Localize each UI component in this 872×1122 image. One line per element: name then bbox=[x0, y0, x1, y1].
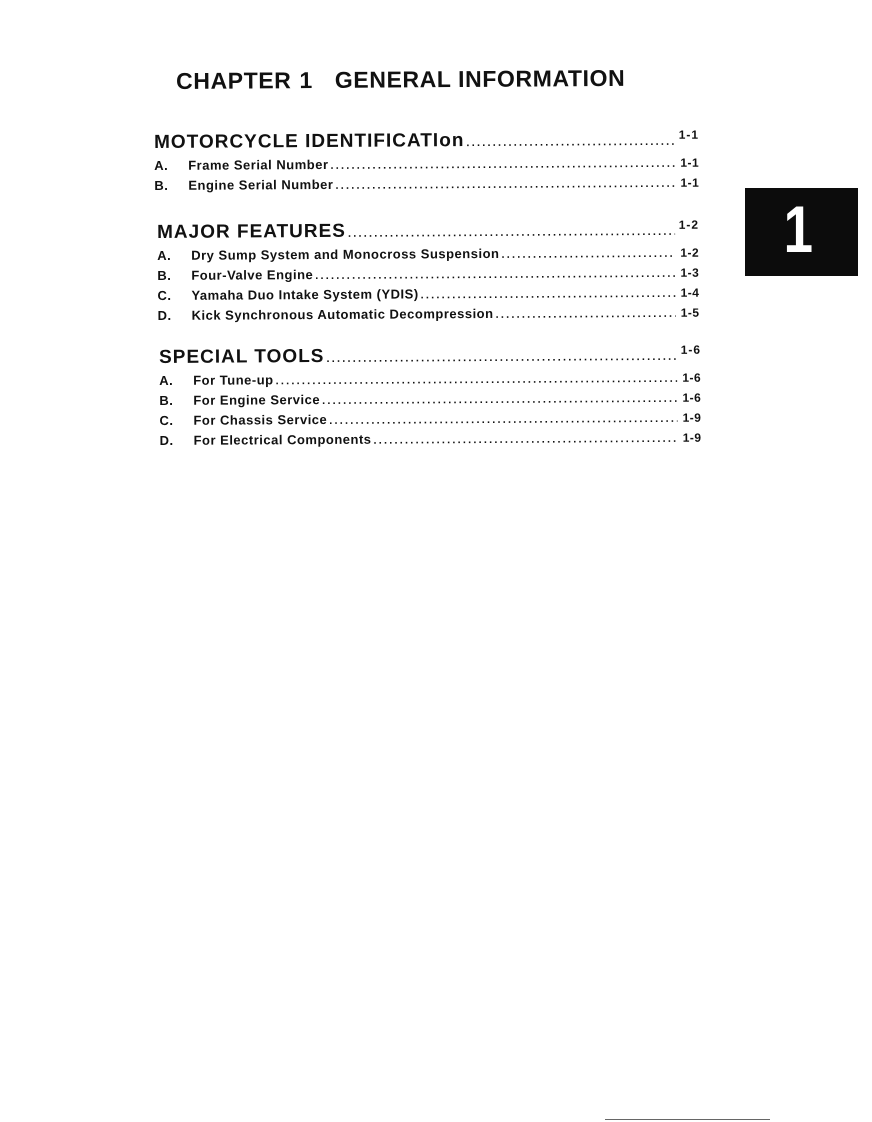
dot-leader bbox=[466, 137, 675, 149]
toc-entry[interactable] bbox=[160, 430, 702, 453]
section-page-number: 1-1 bbox=[678, 127, 700, 142]
dot-leader bbox=[315, 269, 675, 282]
entry-text: Frame Serial Number bbox=[188, 156, 329, 173]
toc-section-special-tools bbox=[159, 344, 702, 453]
dot-leader bbox=[330, 159, 675, 172]
entry-page-number: 1-6 bbox=[682, 390, 702, 405]
dot-leader bbox=[421, 289, 676, 302]
section-heading-text: MOTORCYCLE IDENTIFICATIon bbox=[154, 130, 465, 153]
dot-leader bbox=[373, 434, 677, 447]
toc-section-heading[interactable] bbox=[154, 129, 699, 158]
entry-letter: B. bbox=[157, 267, 172, 283]
entry-page-number: 1-9 bbox=[682, 430, 702, 445]
entry-text: Engine Serial Number bbox=[188, 176, 334, 193]
entry-letter: B. bbox=[154, 177, 169, 193]
dot-leader bbox=[276, 374, 678, 387]
entry-text: For Tune-up bbox=[193, 372, 274, 388]
entry-text: Yamaha Duo Intake System (YDIS) bbox=[191, 286, 419, 303]
entry-letter: A. bbox=[159, 372, 174, 388]
footer-rule bbox=[605, 1119, 770, 1120]
dot-leader bbox=[326, 352, 677, 365]
entry-page-number: 1-6 bbox=[682, 370, 702, 385]
chapter-number: 1 bbox=[299, 67, 313, 94]
dot-leader bbox=[496, 309, 676, 321]
entry-text: Four-Valve Engine bbox=[191, 267, 314, 283]
entry-letter: C. bbox=[159, 412, 174, 428]
toc-section-major-features bbox=[157, 219, 700, 328]
entry-letter: A. bbox=[154, 157, 169, 173]
entry-text: For Chassis Service bbox=[193, 411, 328, 428]
entry-text: Kick Synchronous Automatic Decompression bbox=[191, 305, 494, 323]
toc-entry[interactable] bbox=[154, 175, 699, 198]
toc-section-heading[interactable] bbox=[159, 344, 701, 373]
entry-page-number: 1-2 bbox=[680, 245, 700, 260]
section-heading-text: SPECIAL TOOLS bbox=[159, 345, 325, 368]
dot-leader bbox=[335, 179, 675, 192]
entry-letter: D. bbox=[159, 432, 174, 448]
entry-text: For Engine Service bbox=[193, 392, 321, 408]
entry-page-number: 1-9 bbox=[682, 410, 702, 425]
entry-letter: D. bbox=[157, 307, 172, 323]
toc-section-heading[interactable] bbox=[157, 219, 699, 248]
entry-letter: B. bbox=[159, 392, 174, 408]
dot-leader bbox=[322, 394, 677, 407]
page-title bbox=[176, 65, 625, 95]
dot-leader bbox=[501, 249, 675, 261]
entry-page-number: 1-3 bbox=[680, 265, 700, 280]
entry-letter: A. bbox=[157, 247, 172, 263]
entry-text: For Electrical Components bbox=[193, 431, 372, 448]
chapter-label: CHAPTER bbox=[176, 67, 292, 94]
entry-page-number: 1-4 bbox=[680, 285, 700, 300]
toc-section-motorcycle-identification bbox=[154, 129, 699, 198]
entry-letter: C. bbox=[157, 287, 172, 303]
section-heading-text: MAJOR FEATURES bbox=[157, 220, 347, 243]
chapter-tab-number: 1 bbox=[783, 192, 814, 266]
chapter-title-text: GENERAL INFORMATION bbox=[334, 64, 626, 93]
toc-entry[interactable] bbox=[158, 305, 700, 328]
entry-page-number: 1-5 bbox=[680, 305, 700, 320]
section-page-number: 1-6 bbox=[680, 342, 702, 357]
entry-page-number: 1-1 bbox=[680, 175, 700, 190]
dot-leader bbox=[329, 414, 677, 427]
entry-text: Dry Sump System and Monocross Suspension bbox=[191, 245, 500, 263]
dot-leader bbox=[348, 227, 675, 240]
entry-page-number: 1-1 bbox=[680, 155, 700, 170]
section-page-number: 1-2 bbox=[678, 217, 700, 232]
